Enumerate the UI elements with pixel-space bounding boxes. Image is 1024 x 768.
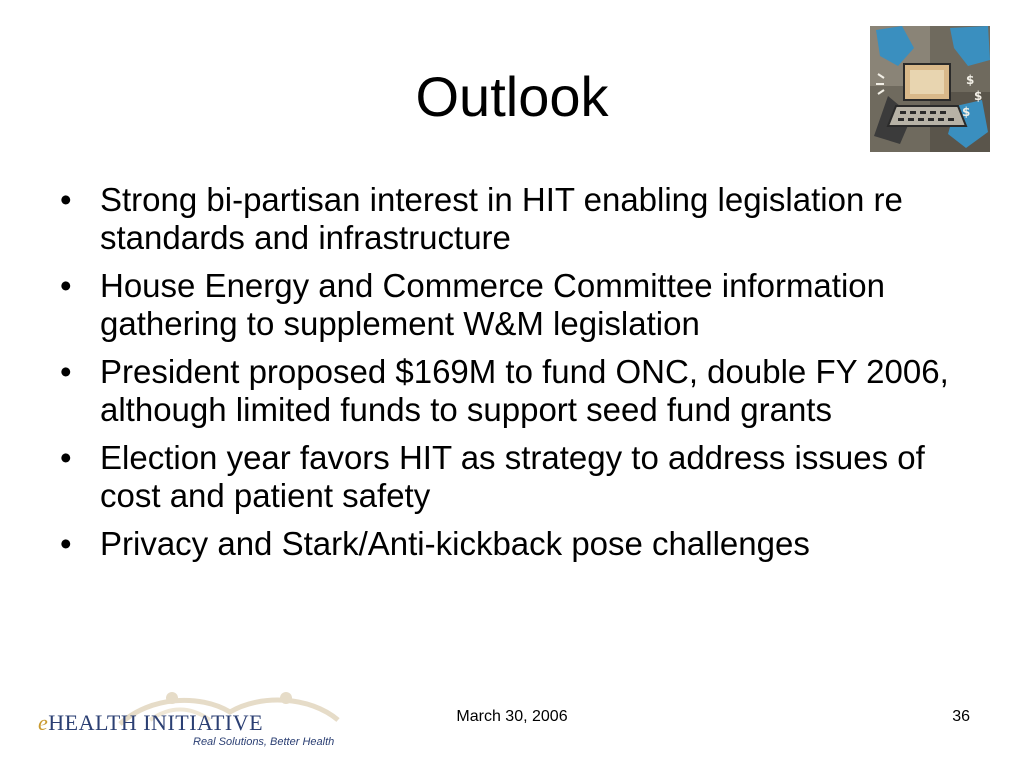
logo-prefix: e — [38, 710, 49, 735]
bullet-item — [60, 267, 980, 343]
computer-money-clipart-icon — [870, 26, 990, 152]
slide-title: Outlook — [415, 65, 609, 128]
bullet-dot: • — [60, 181, 72, 218]
svg-text:$: $ — [962, 105, 971, 119]
bullet-dot: • — [60, 525, 72, 562]
bullet-dot: • — [60, 353, 72, 390]
bullet-item — [60, 525, 980, 563]
svg-text:$: $ — [966, 73, 975, 87]
bullet-item — [60, 181, 980, 257]
page-number: 36 — [952, 708, 970, 725]
bullet-item — [60, 439, 980, 515]
bullet-text: Privacy and Stark/Anti-kickback pose challenges — [100, 525, 810, 562]
bullet-list — [60, 181, 980, 573]
bullet-item — [60, 353, 980, 429]
svg-text:$: $ — [974, 89, 983, 103]
bullet-text: Strong bi-partisan interest in HIT enabling legislation re standards and infrastructure — [100, 181, 903, 256]
bullet-text: House Energy and Commerce Committee information gathering to supplement W&M legislation — [100, 267, 885, 342]
bullet-text: Election year favors HIT as strategy to address issues of cost and patient safety — [100, 439, 925, 514]
bullet-dot: • — [60, 267, 72, 304]
bullet-text: President proposed $169M to fund ONC, double FY 2006, although limited funds to support seed fund grants — [100, 353, 949, 428]
logo-name-text: HEALTH INITIATIVE — [48, 710, 264, 735]
bullet-dot: • — [60, 439, 72, 476]
logo-tagline: Real Solutions, Better Health — [193, 736, 335, 748]
footer-date: March 30, 2006 — [456, 708, 568, 725]
